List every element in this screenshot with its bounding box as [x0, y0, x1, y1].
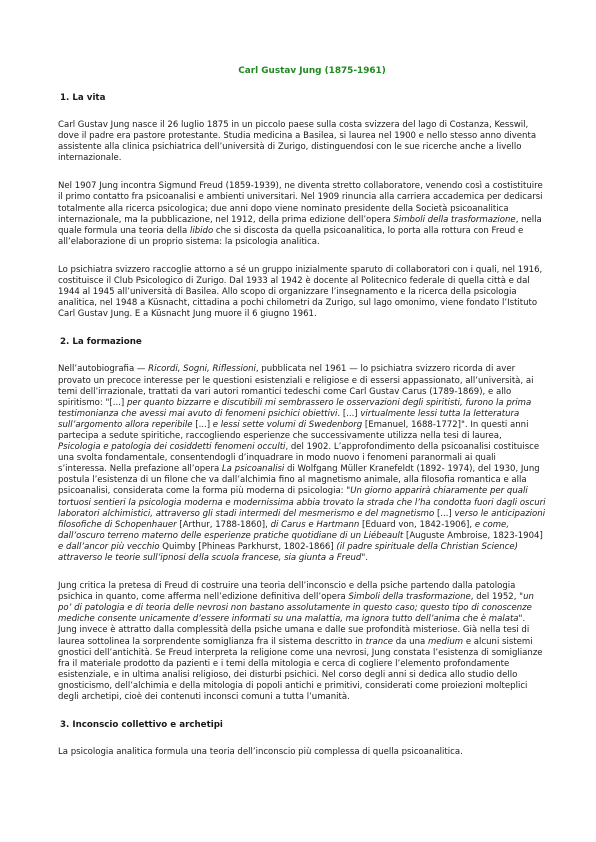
italic-text: virtualmente lessi tutta la letteratura sull’argomento allora reperibile — [58, 408, 520, 430]
italic-text: verso le anticipazioni filosofiche di Schopenhauer — [58, 508, 546, 530]
italic-text: per quanto bizzarre e discutibili mi sembrassero le osservazioni degli spiritisti, furono la prima testimonianza che avessi mai avuto di fenomeni psichici obiettivi — [58, 397, 532, 419]
text-run: di Wolfgang Müller Kranefeldt (1892- 1974), del 1930, Jung postula l’esistenza di un filone che va dall’alchimia fino al magnetismo animale, alla filosofia romantica e alla psicoanalisi, considerata come la forma più moderna di psicologia: " — [58, 464, 540, 497]
paragraph — [58, 747, 546, 758]
italic-text: Ricordi, Sogni, Riflessioni — [148, 364, 256, 375]
text-run: , nella quale formula una teoria della — [58, 214, 542, 236]
text-run: e alcuni sistemi gnostici dell’antichità. Se Freud interpreta la religione come una nevrosi, Jung constata l’esistenza di somiglianze fra il materiale prodotto da pazienti e i temi della mitologia e cerca di cogliere l’elemento profondamente esistenziale, e in ultima analisi religioso, dei disturbi psichici. Nel corso degli anni si dedica allo studio dello gnosticismo, dell’alchimia e della mitologia di popoli antichi e primitivi, considerati come proiezioni molteplici degli archetipi, cioè dei contenuti inconsci comuni a tutta l’umanità. — [58, 636, 543, 703]
text-run: La psicologia analitica formula una teoria dell’inconscio più complessa di quella psicoanalitica. — [58, 747, 463, 758]
text-run: [Emanuel, 1688-1772]". In questi anni partecipa a sedute spiritiche, raccogliendo esperienze che successivamente utilizza nella tesi di laurea, — [58, 419, 529, 441]
italic-text: e come, dall’oscuro terreno materno delle esperienze pratiche quotidiane di un Liébeault — [58, 519, 510, 541]
italic-text: e dall’ancor più vecchio — [58, 541, 160, 552]
text-run: Jung critica la pretesa di Freud di costruire una teoria dell’inconscio e della psiche partendo dalla patologia psichica in quanto, come afferma nell’edizione definitiva dell’opera — [58, 581, 516, 603]
italic-text: Simboli della trasformazione — [393, 214, 516, 225]
italic-text: e lessi sette volumi di Swedenborg — [212, 419, 363, 430]
italic-text: (il padre spirituale della Christian Science) attraverso le teorie sull’ipnosi della scuola francese, sia giunta a Freud — [58, 541, 518, 563]
text-run: da una — [393, 636, 428, 647]
italic-text: La psicoanalisi — [221, 464, 285, 475]
text-run: ". Jung invece è attratto dalla complessità della psiche umana e dalle sue profondità misteriose. Già nella tesi di laurea sottolinea la sorprendente somiglianza fra il sistema descritto in — [58, 614, 530, 647]
italic-text: medium — [427, 636, 464, 647]
text-run: . [...] — [337, 408, 361, 419]
text-run: , del 1902. L’approfondimento della psicoanalisi costituisce una svolta fondamentale, consentendogli d’inquadrare in modo nuovo i fenomeni paranormali ai quali s’interessa. Nella prefazione all’opera — [58, 442, 540, 475]
paragraph — [58, 181, 546, 248]
text-run: [Auguste Ambroise, 1823-1904] — [403, 530, 543, 541]
section-heading-vita: 1. La vita — [60, 93, 106, 103]
italic-text: Un giorno apparirà chiaramente per quali tortuosi sentieri la psicologia moderna e modernissima abbia trovato la strada che l’ha condotta fuori dagli oscuri laboratori alchimistici, attraverso gli stadi intermedi del mesmerismo e del magnetismo — [58, 486, 546, 519]
paragraph — [58, 364, 546, 564]
text-run: Carl Gustav Jung nasce il 26 luglio 1875 in un piccolo paese sulla costa svizzera del lago di Costanza, Kesswil, dove il padre era pastore protestante. Studia medicina a Basilea, si laurea nel 1900 e nello stesso anno diventa assistente alla clinica psichiatrica dell’università di Zurigo, distinguendosi con le sue ricerche anche a livello internazionale. — [58, 120, 537, 164]
text-run: , pubblicata nel 1961 — lo psichiatra svizzero ricorda di aver provato un precoce interesse per le questioni esistenziali e religiose e di essersi appassionato, all’università, ai temi dell’irrazionale, trattati da vari autori romantici tedeschi come Carl Gustav Carus (1789-1869), e allo spiritismo: "[...] — [58, 364, 534, 408]
paragraph — [58, 265, 546, 320]
italic-text: trance — [365, 636, 394, 647]
italic-text: Psicologia e patologia dei cosiddetti fenomeni occulti — [58, 442, 286, 453]
text-run: [Arthur, 1788-1860], — [176, 519, 271, 530]
text-run: Nell’autobiografia — — [58, 364, 149, 375]
paragraph — [58, 120, 546, 164]
italic-text: un po’ di patologia e di teoria delle nevrosi non bastano assolutamente in questo caso; questo tipo di conoscenze mediche consente unicamente d’essere informati su una malattia, ma ignora tutto dell’anima che è malata — [58, 592, 534, 625]
text-run: ". — [361, 553, 368, 563]
italic-text: libido — [189, 225, 214, 236]
text-run: Quimby [Phineas Parkhurst, 1802-1866] — [159, 541, 337, 552]
section-heading-formazione: 2. La formazione — [60, 337, 142, 348]
text-run: Nel 1907 Jung incontra Sigmund Freud (1859-1939), ne diventa stretto collaboratore, venendo così a costistituire il primo contatto fra psicoanalisi e ambienti universitari. Nel 1909 rinuncia alla carriera accademica per dedicarsi totalmente alla ricerca psicologica; due anni dopo viene nominato presidente della Società psicoanalitica internazionale, ma la pubblicazione, nel 1912, della prima edizione dell’opera — [58, 181, 543, 225]
section-heading-inconscio: 3. Inconscio collettivo e archetipi — [60, 720, 223, 731]
text-run: [Eduard von, 1842-1906], — [359, 519, 475, 530]
paragraph — [58, 581, 546, 703]
text-run: , del 1952, " — [470, 592, 524, 603]
italic-text: Simboli della trasformazione — [348, 592, 471, 603]
text-run: che si discosta da quella psicoanalitica, lo porta alla rottura con Freud e all’elaborazione di un proprio sistema: la psicologia analitica. — [58, 225, 524, 247]
text-run: [...] — [192, 419, 213, 430]
page-title: Carl Gustav Jung (1875-1961) — [238, 66, 386, 76]
text-run: Lo psichiatra svizzero raccoglie attorno a sé un gruppo inizialmente sparuto di collaboratori con i quali, nel 1916, costituisce il Club Psicologico di Zurigo. Dal 1933 al 1942 è docente al Politecnico federale di quella città e dal 1944 al 1945 all’università di Basilea. Allo scopo di organizzare l’insegnamento e la ricerca della psicologia analitica, nel 1948 a Küsnacht, cittadina a pochi chilometri da Zurigo, sul lago omonimo, viene fondato l’Istituto Carl Gustav Jung. E a Küsnacht Jung muore il 6 giugno 1961. — [58, 264, 543, 320]
italic-text: di Carus e Hartmann — [270, 519, 360, 530]
text-run: [...] — [434, 508, 455, 519]
